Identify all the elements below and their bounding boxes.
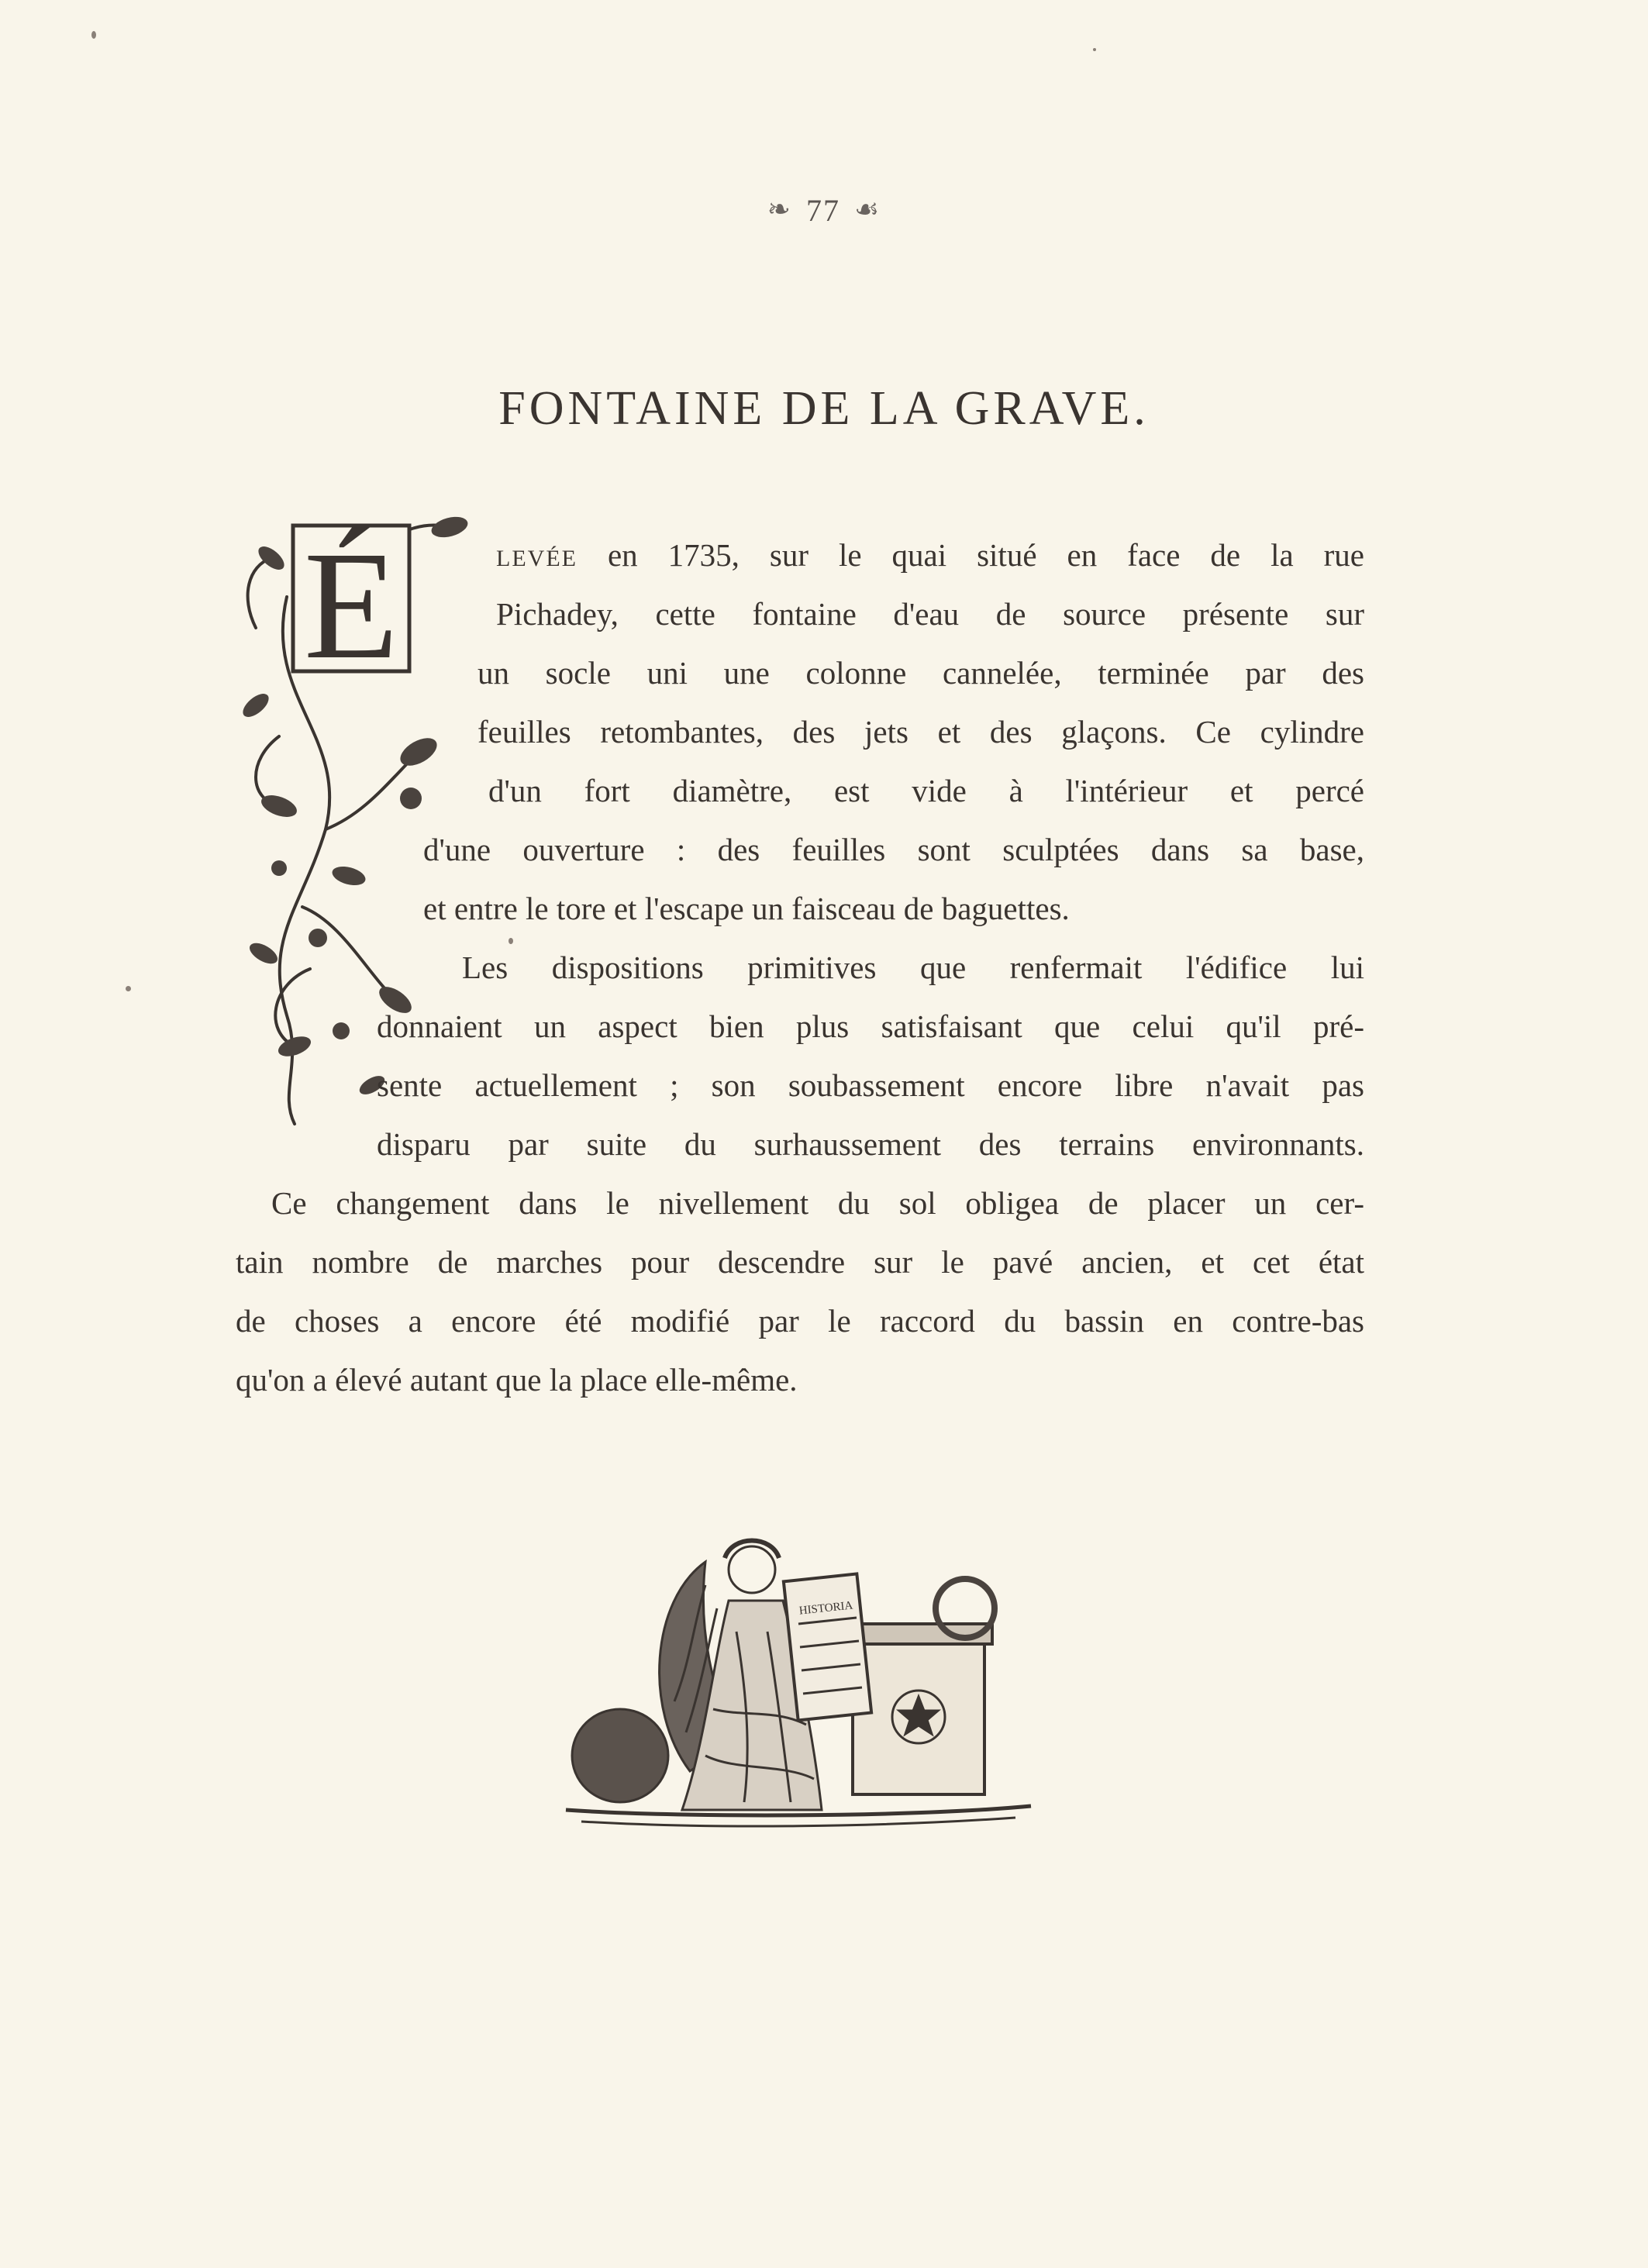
text-line-4: feuilles retombantes, des jets et des glaçons. Ce cylindre	[478, 714, 1364, 750]
text-line-10: sente actuellement ; son soubassement encore libre n'avait pas	[377, 1067, 1364, 1103]
tailpiece-vignette	[558, 1508, 1039, 1833]
text-line-15: qu'on a élevé autant que la place elle-même.	[236, 1362, 798, 1398]
paper-speck	[1093, 48, 1096, 51]
text-line-5: d'un fort diamètre, est vide à l'intérieur et percé	[488, 773, 1364, 808]
text-line-7: et entre le tore et l'escape un faisceau de baguettes.	[423, 891, 1070, 926]
paper-speck	[126, 986, 131, 991]
text-line-2: Pichadey, cette fontaine d'eau de source présente sur	[496, 596, 1364, 632]
page-title: FONTAINE DE LA GRAVE.	[498, 382, 1150, 435]
text-line-13: tain nombre de marches pour descendre sur le pavé ancien, et cet état	[236, 1244, 1364, 1280]
drop-cap-letter: É	[303, 520, 399, 691]
text-line-3: un socle uni une colonne cannelée, terminée par des	[478, 655, 1364, 691]
text-line-8: Les dispositions primitives que renfermait l'édifice lui	[462, 950, 1364, 985]
paper-speck	[509, 938, 513, 944]
paper-speck	[91, 31, 96, 39]
text-line-6: d'une ouverture : des feuilles sont sculptées dans sa base,	[423, 832, 1364, 867]
text-line-12: Ce changement dans le nivellement du sol obligea de placer un cer-	[271, 1185, 1364, 1221]
text-line-11: disparu par suite du surhaussement des terrains environnants.	[377, 1126, 1364, 1162]
text-line-1: LEVÉE en 1735, sur le quai situé en face de la rue	[496, 537, 1364, 573]
page-number: 77	[805, 193, 840, 228]
text-line-9: donnaient un aspect bien plus satisfaisant que celui qu'il pré-	[377, 1008, 1364, 1044]
lead-word: LEVÉE	[496, 546, 577, 571]
folio-ornament-left-icon: ❧	[767, 194, 792, 225]
tablet-inscription: HISTORIA	[798, 1599, 854, 1618]
page-folio	[0, 192, 1648, 229]
text-line-14: de choses a encore été modifié par le raccord du bassin en contre-bas	[236, 1303, 1364, 1339]
folio-ornament-right-icon: ☙	[853, 194, 881, 225]
